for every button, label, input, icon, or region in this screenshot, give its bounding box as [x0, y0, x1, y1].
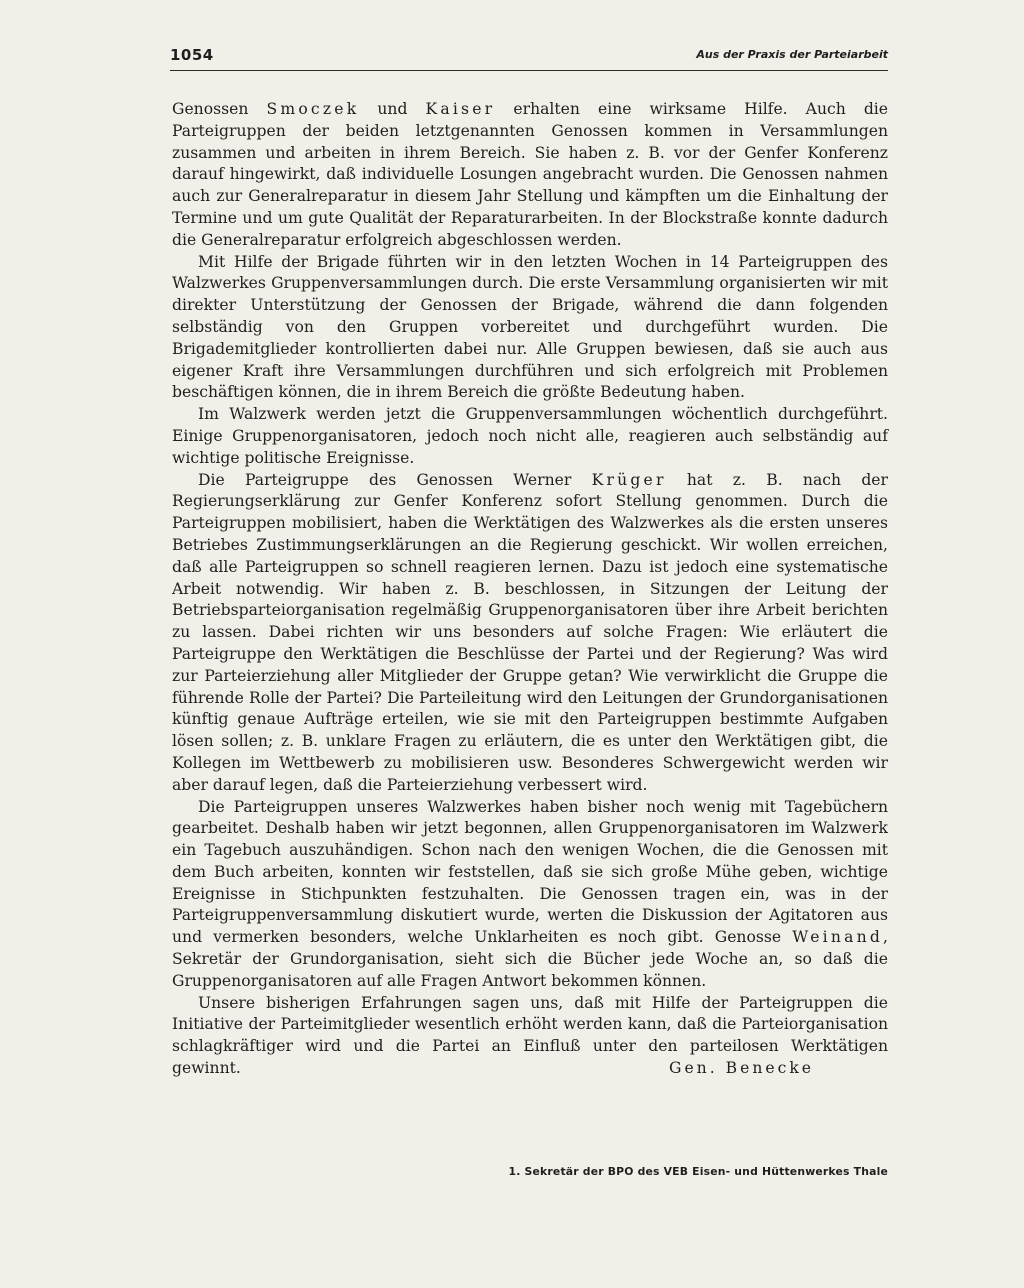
running-head: Aus der Praxis der Parteiarbeit [696, 48, 888, 61]
text-run: Die Parteigruppe des Genossen Werner [198, 470, 592, 489]
text-run: , Sekretär der Grundorganisation, sieht sich die Bücher jede Woche an, so daß die Gruppenorganisatoren auf alle Fragen Antwort bekommen können. [172, 928, 888, 990]
paragraph-1 [172, 99, 888, 252]
page-header [170, 44, 888, 71]
paragraph-3: Im Walzwerk werden jetzt die Gruppenversammlungen wöchentlich durchgeführt. Einige Gruppenorganisatoren, jedoch noch nicht alle, reagieren auch selbständig auf wichtige politische Ereignisse. [172, 405, 888, 467]
article-body [172, 99, 888, 1080]
paragraph-2: Mit Hilfe der Brigade führten wir in den letzten Wochen in 14 Parteigruppen des Walzwerkes Gruppenversammlungen durch. Die erste Versammlung organisierten wir mit direkter Unterstützung der Genossen der Brigade, während die dann folgenden selbständig von den Gruppen vorbereitet und durchgeführt wurden. Die Brigademitglieder kontrollierten dabei nur. Alle Gruppen bewiesen, daß sie auch aus eigener Kraft ihre Versammlungen durchführen und sich erfolgreich mit Problemen beschäftigen können, die in ihrem Bereich die größte Bedeutung haben. [172, 252, 888, 402]
author-signature: Gen. Benecke [668, 1058, 814, 1077]
spaced-name-smoczek: Smoczek [266, 100, 360, 118]
spaced-name-weinand: Weinand [792, 928, 884, 947]
paragraph-4 [172, 470, 888, 797]
text-run: erhalten eine wirksame Hilfe. Auch die Parteigruppen der beiden letztgenannten Genossen kommen in Versammlungen zusammen und arbeiten in ihrem Bereich. Sie haben z. B. vor der Genfer Konferenz darauf hingewirkt, daß individuelle Losungen angebracht wurden. Die Genossen nahmen auch zur Generalreparatur in diesem Jahr Stellung und kämpften um die Einhaltung der Termine und um gute Qualität der Reparaturarbeiten. In der Blockstraße konnte dadurch die Generalreparatur erfolgreich abgeschlossen werden. [172, 100, 889, 249]
text-run: hat z. B. nach der Regierungserklärung zur Genfer Konferenz sofort Stellung genommen. Durch die Parteigruppen mobilisiert, haben die Werktätigen des Walzwerkes als die ersten unseres Betriebes Zustimmungserklärungen an die Regierung geschickt. Wir wollen erreichen, daß alle Parteigruppen so schnell reagieren lernen. Dazu ist jedoch eine systematische Arbeit notwendig. Wir haben z. B. beschlossen, in Sitzungen der Leitung der Betriebsparteiorganisation regelmäßig Gruppenorganisatoren über ihre Arbeit berichten zu lassen. Dabei richten wir uns besonders auf solche Fragen: Wie erläutert die Parteigruppe den Werktätigen die Beschlüsse der Partei und der Regierung? Was wird zur Parteierziehung aller Mitglieder der Gruppe getan? Wie verwirklicht die Gruppe die führende Rolle der Partei? Die Parteileitung wird den Leitungen der Grundorganisationen künftig genaue Aufträge erteilen, wie sie mit den Parteigruppen bestimmte Aufgaben lösen sollen; z. B. unklare Fragen zu erläutern, die es unter den Werktätigen gibt, die Kollegen im Wettbewerb zu mobilisieren usw. Besonderes Schwergewicht werden wir aber darauf legen, daß die Parteierziehung verbessert wird. [172, 470, 888, 794]
spaced-name-krueger: Krüger [591, 470, 667, 489]
paragraph-5 [172, 797, 888, 993]
text-run: Genossen [172, 100, 267, 118]
spaced-name-kaiser: Kaiser [425, 100, 496, 118]
text-run: und [359, 100, 426, 118]
paragraph-6: Unsere bisherigen Erfahrungen sagen uns, daß mit Hilfe der Parteigruppen die Initiative der Parteimitglieder wesentlich erhöht werden kann, daß die Parteiorganisation schlagkräftiger wird und die Partei an Einfluß unter den parteilosen Werktätigen gewinnt. [172, 993, 888, 1078]
author-affiliation: 1. Sekretär der BPO des VEB Eisen- und Hüttenwerkes Thale [508, 1165, 888, 1178]
page-number: 1054 [170, 46, 214, 64]
text-run: Die Parteigruppen unseres Walzwerkes haben bisher noch wenig mit Tagebüchern gearbeitet. Deshalb haben wir jetzt begonnen, allen Gruppenorganisatoren im Walzwerk ein Tagebuch auszuhändigen. Schon nach den wenigen Wochen, die die Genossen mit dem Buch arbeiten, konnten wir feststellen, daß sie sich große Mühe geben, wichtige Ereignisse in Stichpunkten festzuhalten. Die Genossen tragen ein, was in der Parteigruppenversammlung diskutiert wurde, werten die Diskussion der Agitatoren aus und vermerken besonders, welche Unklarheiten es noch gibt. Genosse [172, 797, 888, 947]
